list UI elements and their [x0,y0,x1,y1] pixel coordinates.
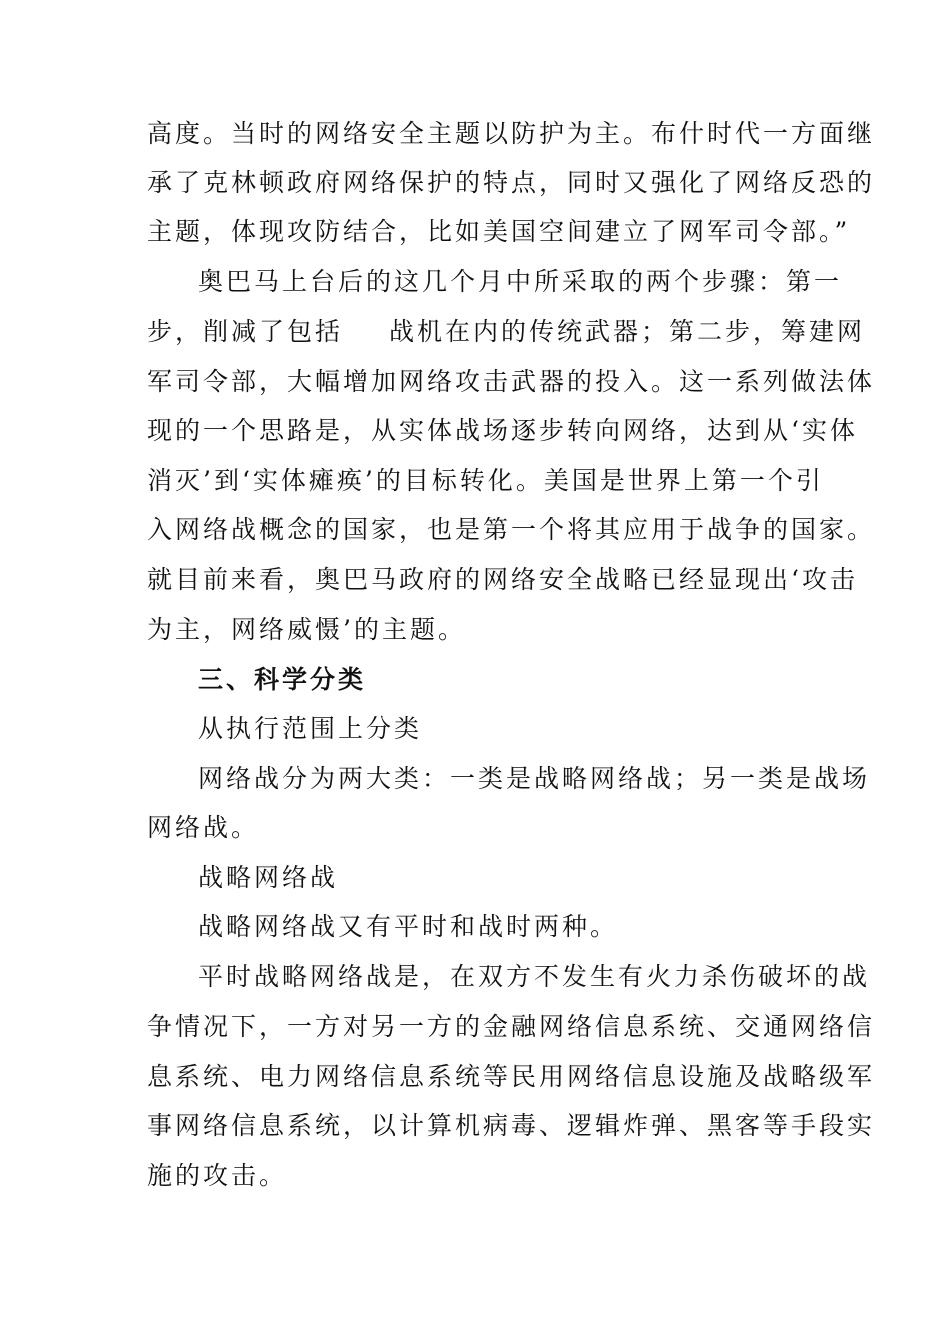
subheading: 从执行范围上分类 [198,714,423,743]
paragraph-line: 事网络信息系统，以计算机病毒、逻辑炸弹、黑客等手段实 [147,1111,876,1140]
paragraph-line: 入网络战概念的国家，也是第一个将其应用于战争的国家。 [147,515,876,544]
paragraph-segment: 步，削减了包括 [147,317,344,346]
paragraph-line: 网络战。 [147,813,260,842]
paragraph-line: 为主，网络威慑’的主题。 [147,615,466,644]
subheading: 战略网络战 [198,863,339,892]
paragraph-line: 网络战分为两大类：一类是战略网络战；另一类是战场 [198,764,871,793]
paragraph-line: 施的攻击。 [147,1161,288,1190]
paragraph-line: 平时战略网络战是，在双方不发生有火力杀伤破坏的战 [198,962,871,991]
paragraph-line: 现的一个思路是，从实体战场逐步转向网络，达到从‘实体 [147,416,858,445]
paragraph-line: 息系统、电力网络信息系统等民用网络信息设施及战略级军 [147,1062,876,1091]
paragraph-line: 承了克林顿政府网络保护的特点，同时又强化了网络反恐的 [147,168,876,197]
paragraph-line: 奥巴马上台后的这几个月中所采取的两个步骤：第一 [198,267,843,296]
paragraph-line [147,312,866,352]
section-heading: 三、科学分类 [198,665,367,694]
paragraph-segment: 战机在内的传统武器；第二步，筹建网 [389,317,866,346]
paragraph-line: 消灭’到‘实体瘫痪’的目标转化。美国是世界上第一个引 [147,466,824,495]
paragraph-line: 就目前来看，奥巴马政府的网络安全战略已经显现出‘攻击 [147,565,858,594]
paragraph-line: 战略网络战又有平时和战时两种。 [198,912,619,941]
paragraph-line: 主题，体现攻防结合，比如美国空间建立了网军司令部。” [147,217,851,246]
paragraph-line: 军司令部，大幅增加网络攻击武器的投入。这一系列做法体 [147,367,876,396]
paragraph-line: 争情况下，一方对另一方的金融网络信息系统、交通网络信 [147,1012,876,1041]
paragraph-line: 高度。当时的网络安全主题以防护为主。布什时代一方面继 [147,119,876,148]
